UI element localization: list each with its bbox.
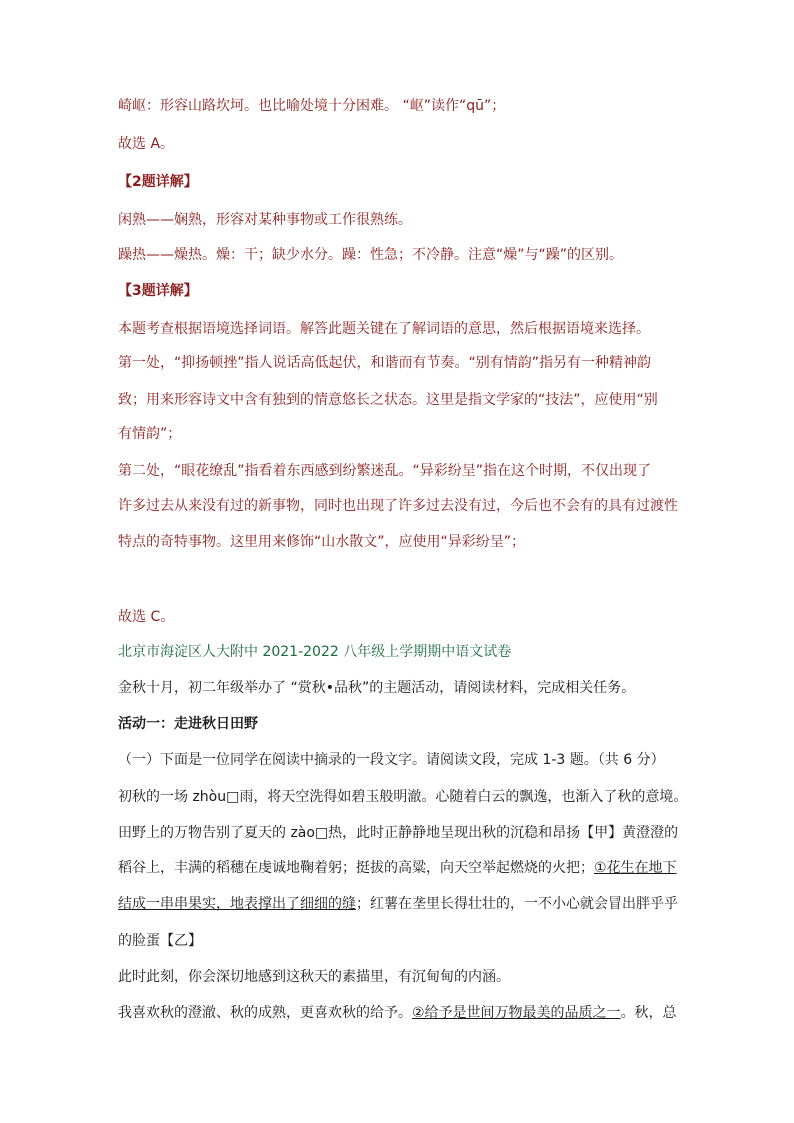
q3-answer-line: 故选 C。	[118, 609, 175, 625]
underlined-sentence-1-cont: 结成一串串果实，地表撑出了细细的缝	[118, 896, 356, 912]
q3-line-1: 本题考查根据语境选择词语。解答此题关键在了解词语的意思，然后根据语境来选择。	[118, 321, 650, 337]
q3-heading: 【3题详解】	[118, 283, 198, 299]
q3-line-7: 特点的奇特事物。这里用来修饰“山水散文”，应使用“异彩纷呈”；	[118, 534, 526, 550]
q3-line-3: 致；用来形容诗文中含有独到的情意悠长之状态。这里是指文学家的“技法”，应使用“别	[118, 392, 658, 408]
passage-line-1: 初秋的一场 zhòu□雨，将天空洗得如碧玉般明澈。心随着白云的飘逸，也渐入了秋的意境。	[118, 789, 688, 805]
passage-paragraph-3	[118, 1004, 678, 1022]
paragraph-3-text-a: 我喜欢秋的澄澈、秋的成熟，更喜欢秋的给予。	[118, 1005, 412, 1021]
paragraph-3-text-c: 。秋，总	[620, 1005, 677, 1021]
q1-answer-line: 故选 A。	[118, 136, 175, 152]
passage-line-4	[118, 895, 678, 913]
q2-line-2: 躁热——燥热。燥：干；缺少水分。躁：性急；不冷静。注意“燥”与“躁”的区别。	[118, 247, 624, 263]
q1-explanation-line: 崎岖：形容山路坎坷。也比喻处境十分困难。 “岖”读作“qū”；	[118, 98, 506, 114]
q3-line-6: 许多过去从来没有过的新事物，同时也出现了许多过去没有过，今后也不会有的具有过渡性	[118, 498, 678, 514]
q3-line-5: 第二处，“眼花缭乱”指看着东西感到纷繁迷乱。“异彩纷呈”指在这个时期，不仅出现了	[118, 463, 652, 479]
underlined-sentence-2: ②给予是世间万物最美的品质之一	[412, 1005, 621, 1021]
source-title[interactable]: 北京市海淀区人大附中 2021-2022 八年级上学期期中语文试卷	[118, 644, 512, 660]
q2-heading: 【2题详解】	[118, 174, 198, 190]
q3-line-2: 第一处，“抑扬顿挫”指人说话高低起伏，和谐而有节奏。“别有情韵”指另有一种精神韵	[118, 355, 652, 371]
passage-line-5: 的脸蛋【乙】	[118, 933, 202, 949]
activity-heading: 活动一：走进秋日田野	[118, 716, 258, 732]
underlined-sentence-1: ①花生在地下	[594, 860, 677, 876]
passage-line-3	[118, 859, 678, 877]
section-instruction: （一）下面是一位同学在阅读中摘录的一段文字。请阅读文段，完成 1-3 题。（共 6 分）	[118, 752, 665, 768]
passage-line-4-text: ；红薯在垄里长得壮壮的，一不小心就会冒出胖乎乎	[356, 896, 678, 912]
passage-line-2: 田野上的万物告别了夏天的 zào□热，此时正静静地呈现出秋的沉稳和昂扬【甲】黄澄澄的	[118, 825, 679, 841]
q3-line-4: 有情韵”；	[118, 426, 182, 442]
passage-line-3-text: 稻谷上，丰满的稻穗在虔诚地鞠着躬；挺拔的高粱，向天空举起燃烧的火把；	[118, 860, 594, 876]
q2-line-1: 闲熟——娴熟，形容对某种事物或工作很熟练。	[118, 212, 412, 228]
passage-paragraph-2: 此时此刻，你会深切地感到这秋天的素描里，有沉甸甸的内涵。	[118, 969, 510, 985]
exam-intro: 金秋十月，初二年级举办了 “赏秋•品秋”的主题活动，请阅读材料，完成相关任务。	[118, 680, 636, 696]
